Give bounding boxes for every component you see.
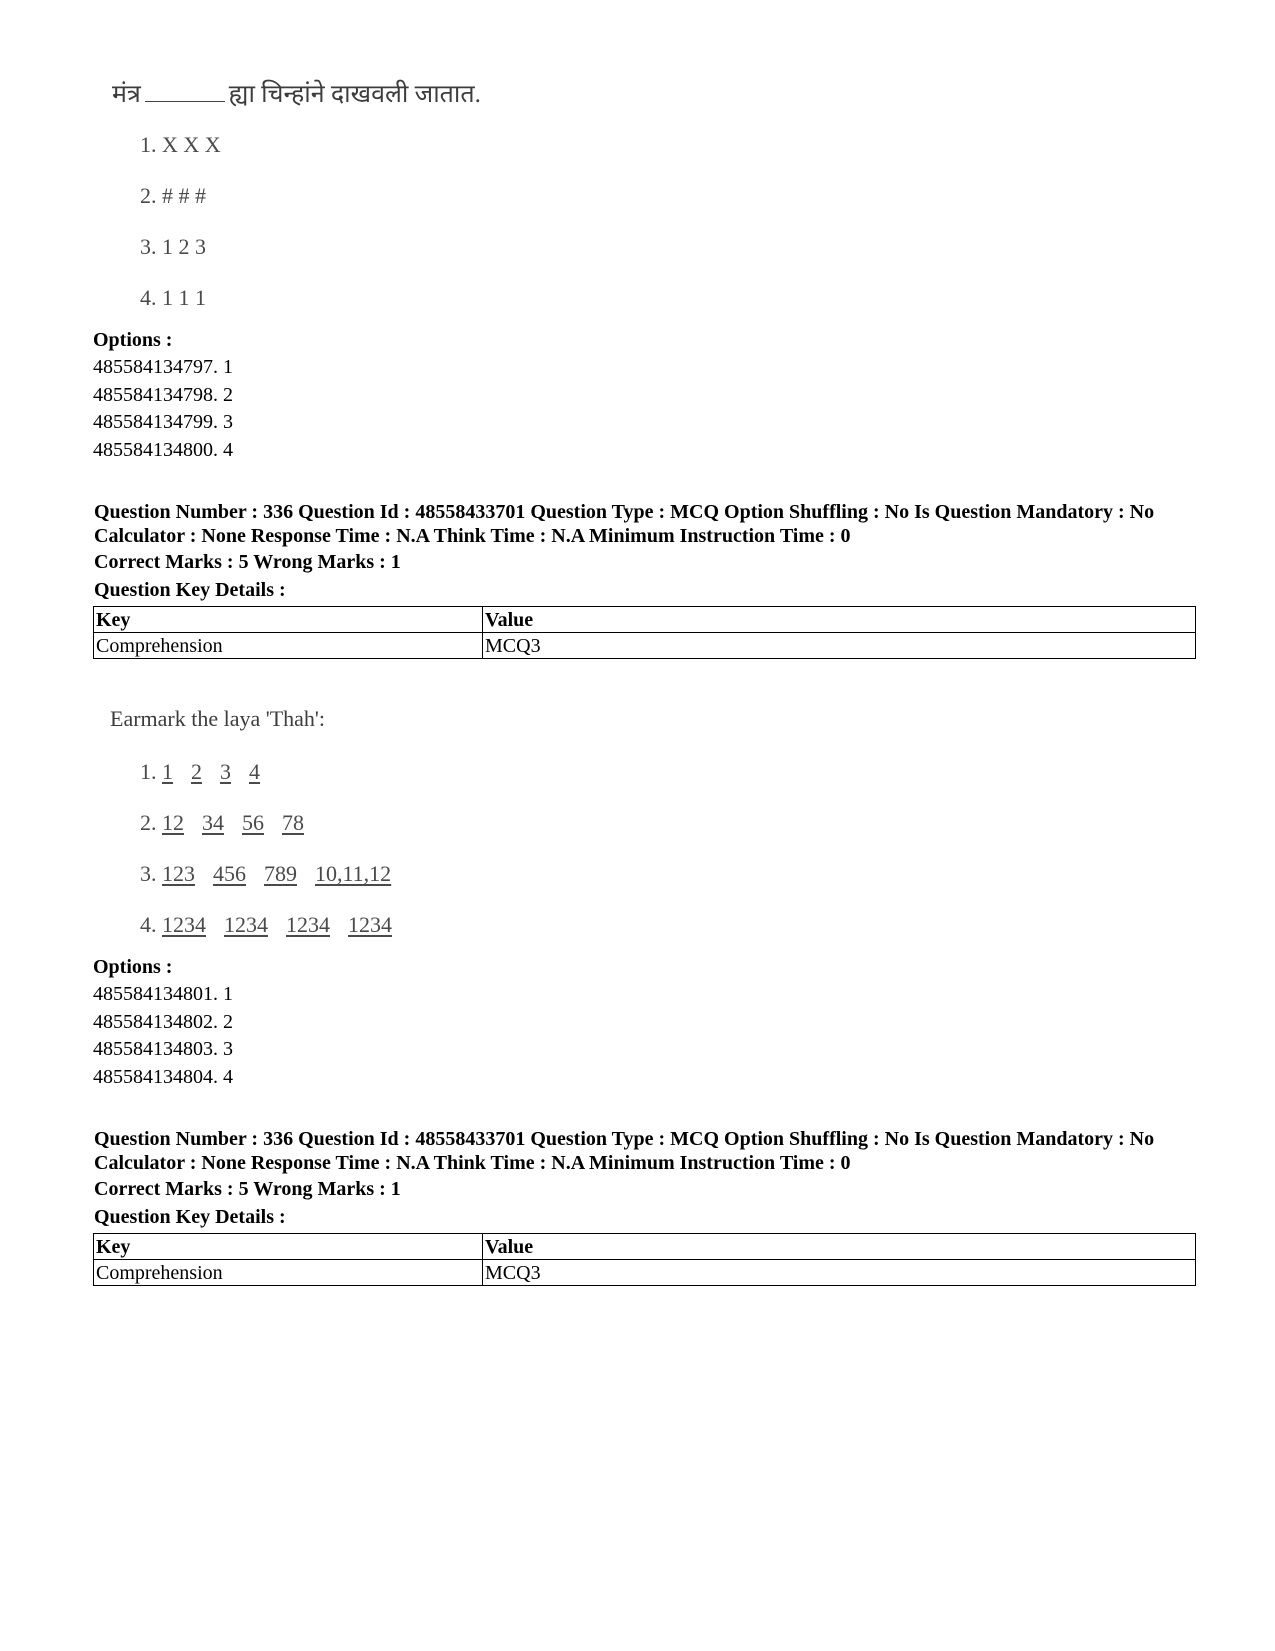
- question-1-option-1: 485584134797. 1: [93, 356, 233, 378]
- beat-group: 56: [242, 810, 264, 835]
- question-1-option-3: 485584134799. 3: [93, 411, 233, 433]
- question-1-image-option-1: 1. X X X: [140, 132, 221, 157]
- beat-group: 123: [162, 861, 195, 886]
- table-cell-value: MCQ3: [483, 633, 1196, 659]
- beat-group: 1234: [348, 912, 392, 937]
- question-2-marks: Correct Marks : 5 Wrong Marks : 1: [94, 551, 401, 573]
- question-2-image-option-4: [140, 912, 410, 938]
- option-number: 3.: [140, 861, 157, 886]
- question-2-option-4: 485584134804. 4: [93, 1066, 233, 1088]
- question-2-options-label: Options :: [93, 956, 173, 978]
- beat-group: 34: [202, 810, 224, 835]
- table-cell-value: MCQ3: [483, 1260, 1196, 1286]
- question-1-option-2: 485584134798. 2: [93, 384, 233, 406]
- beat-group: 2: [191, 759, 202, 784]
- question-2-image-option-1: [140, 759, 278, 785]
- question-2-option-2: 485584134802. 2: [93, 1011, 233, 1033]
- question-3-meta: Question Number : 336 Question Id : 48558433701 Question Type : MCQ Option Shuffling : No Is Question Mandatory : No Calculator : None Response Time : N.A Think Time : N.A Minimum Instruction Time : 0: [94, 1128, 1155, 1174]
- question-1-image-option-3: 3. 1 2 3: [140, 234, 206, 259]
- table-header-value: Value: [483, 1234, 1196, 1260]
- question-1-stem: [112, 76, 481, 110]
- beat-group: 456: [213, 861, 246, 886]
- beat-group: 1234: [162, 912, 206, 937]
- beat-group: 1234: [286, 912, 330, 937]
- question-2-option-1: 485584134801. 1: [93, 983, 233, 1005]
- question-1-stem-prefix: मंत्र: [112, 81, 141, 108]
- question-1-image-option-2: 2. # # #: [140, 183, 206, 208]
- beat-group: 78: [282, 810, 304, 835]
- question-2-key-table: [93, 606, 1196, 659]
- beat-group: 1: [162, 759, 173, 784]
- question-1-blank: [145, 101, 225, 102]
- question-2-key-details-label: Question Key Details :: [94, 579, 286, 601]
- question-3-key-details-label: Question Key Details :: [94, 1206, 286, 1228]
- option-number: 1.: [140, 759, 157, 784]
- table-cell-key: Comprehension: [94, 633, 483, 659]
- table-row: [94, 633, 1196, 659]
- beat-group: 1234: [224, 912, 268, 937]
- table-header-key: Key: [94, 1234, 483, 1260]
- beat-group: 3: [220, 759, 231, 784]
- table-header-row: [94, 1234, 1196, 1260]
- question-2-image-option-3: [140, 861, 409, 887]
- question-1-image-option-4: 4. 1 1 1: [140, 285, 206, 310]
- table-cell-key: Comprehension: [94, 1260, 483, 1286]
- option-number: 2.: [140, 810, 157, 835]
- table-header-value: Value: [483, 607, 1196, 633]
- question-2-stem: Earmark the laya 'Thah':: [110, 706, 325, 731]
- question-1-options-label: Options :: [93, 329, 173, 351]
- option-number: 4.: [140, 912, 157, 937]
- question-2-image-option-2: [140, 810, 322, 836]
- table-header-row: [94, 607, 1196, 633]
- question-2-meta: Question Number : 336 Question Id : 48558433701 Question Type : MCQ Option Shuffling : No Is Question Mandatory : No Calculator : None Response Time : N.A Think Time : N.A Minimum Instruction Time : 0: [94, 501, 1155, 547]
- table-header-key: Key: [94, 607, 483, 633]
- beat-group: 4: [249, 759, 260, 784]
- question-3-key-table: [93, 1233, 1196, 1286]
- beat-group: 10,11,12: [315, 861, 392, 886]
- question-2-option-3: 485584134803. 3: [93, 1038, 233, 1060]
- beat-group: 789: [264, 861, 297, 886]
- beat-group: 12: [162, 810, 184, 835]
- question-3-marks: Correct Marks : 5 Wrong Marks : 1: [94, 1178, 401, 1200]
- table-row: [94, 1260, 1196, 1286]
- question-1-option-4: 485584134800. 4: [93, 439, 233, 461]
- question-1-stem-suffix: ह्या चिन्हांने दाखवली जातात.: [228, 81, 481, 108]
